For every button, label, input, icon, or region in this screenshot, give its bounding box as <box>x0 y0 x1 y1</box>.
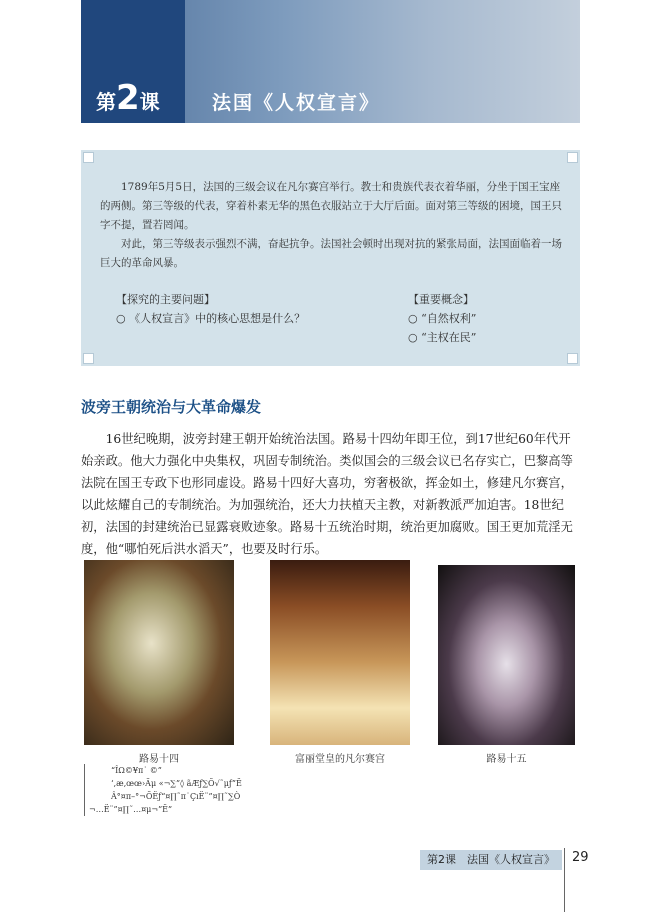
lesson-prefix: 第 <box>96 90 116 114</box>
figure-caption: 路易十五 <box>486 754 527 765</box>
intro-text <box>100 178 565 273</box>
sidebar-note <box>84 764 249 816</box>
corner-decoration <box>83 152 94 163</box>
questions-heading: 【探究的主要问题】 <box>116 293 215 306</box>
figure-caption: 富丽堂皇的凡尔赛宫 <box>295 754 385 765</box>
question-item: ○ 《人权宣言》中的核心思想是什么？ <box>116 312 306 325</box>
sidebar-line: ‘‚æ‚œœ›Ãμ «¬∑”◊ ãÆƒ∑Õ√˜μƒ”Ë <box>111 779 242 788</box>
concept-item: ○ “自然权利” <box>408 312 477 325</box>
corner-decoration <box>83 353 94 364</box>
section-paragraph: 16世纪晚期，波旁封建王朝开始统治法国。路易十四幼年即王位，到17世纪60年代开始亲政。他大力强化中央集权，巩固专制统治。类似国会的三级会议已名存实亡，巴黎高等法院在国王专政下也形同虚设。路易十四好大喜功，穷奢极欲，挥金如土，修建凡尔赛宫，以此炫耀自己的专制统治。为加强统治，还大力扶植天主教，对新教派严加迫害。18世纪初，法国的封建统治已显露衰败迹象。路易十五统治时期，统治更加腐败。国王更加荒淫无度，他“哪怕死后洪水滔天”，也要及时行乐。 <box>81 432 573 556</box>
intro-paragraph: 1789年5月5日，法国的三级会议在凡尔赛宫举行。教士和贵族代表衣着华丽，分坐于国王宝座的两侧。第三等级的代表，穿着朴素无华的黑色衣服站立于大厅后面。面对第三等级的困境，国王只字不提，置若罔闻。 <box>100 181 562 231</box>
corner-decoration <box>567 152 578 163</box>
versailles-palace-photo <box>270 560 410 745</box>
sidebar-line: “ÎΩ©¥π˙ ©” <box>111 766 162 775</box>
sidebar-line: Â°¤π–°¬ÕËƒ“¤∏˜π˙ÇıË¨”¤∏˜∑Ò <box>111 792 241 801</box>
page-number: 29 <box>572 850 589 865</box>
lesson-label <box>96 78 160 118</box>
concept-item: ○ “主权在民” <box>408 331 477 344</box>
lesson-number: 2 <box>116 78 140 118</box>
running-footer: 第2课 法国《人权宣言》 <box>420 850 562 870</box>
sidebar-line: ¬…Ë¨”¤∏˜…¤μ¬”Ë” <box>89 805 173 814</box>
louis-xiv-portrait <box>84 560 234 745</box>
footer-divider <box>564 848 565 912</box>
figure-caption: 路易十四 <box>139 754 179 765</box>
louis-xv-portrait <box>438 565 575 745</box>
concepts-block <box>408 290 476 347</box>
lesson-title: 法国《人权宣言》 <box>212 92 381 114</box>
questions-block <box>116 290 305 328</box>
section-heading: 波旁王朝统治与大革命爆发 <box>81 398 262 416</box>
corner-decoration <box>567 353 578 364</box>
lesson-suffix: 课 <box>139 90 160 114</box>
intro-paragraph: 对此，第三等级表示强烈不满，奋起抗争。法国社会顿时出现对抗的紧张局面，法国面临着一场巨大的革命风暴。 <box>100 238 562 269</box>
concepts-heading: 【重要概念】 <box>408 293 474 306</box>
